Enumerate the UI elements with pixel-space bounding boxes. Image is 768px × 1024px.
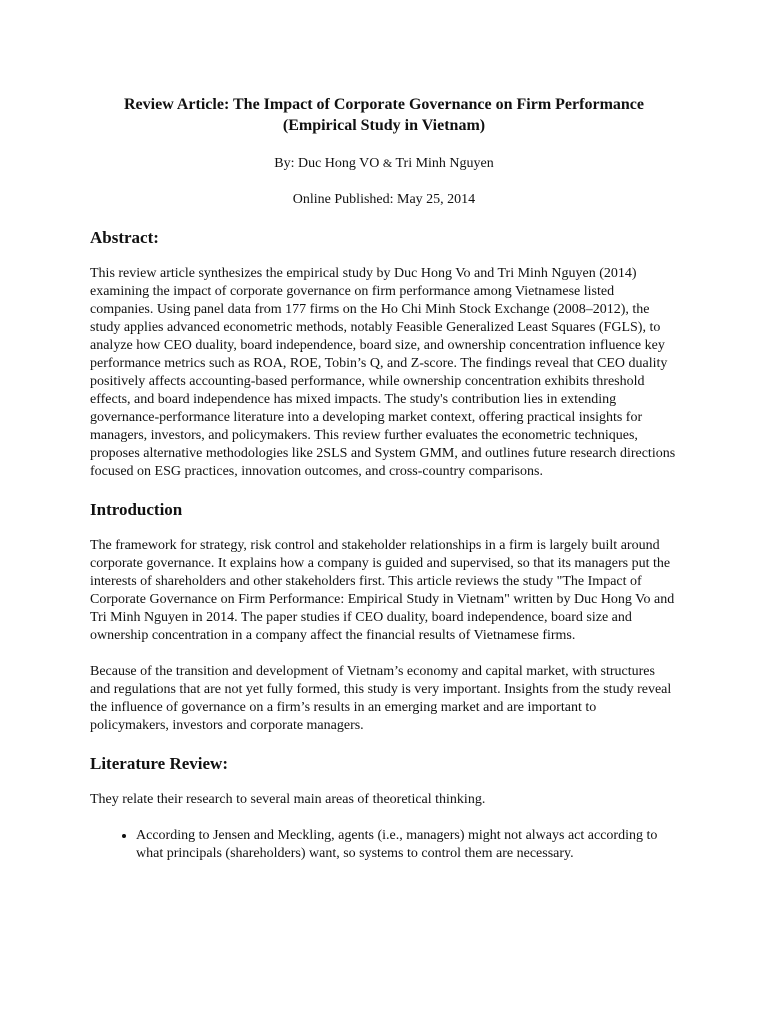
document-title	[90, 94, 678, 136]
publication-date: Online Published: May 25, 2014	[292, 192, 476, 207]
abstract-heading: Abstract:	[90, 228, 159, 247]
literature-review-paragraph-1: They relate their research to several main areas of theoretical thinking.	[90, 792, 486, 807]
title-line-2: (Empirical Study in Vietnam)	[282, 117, 486, 134]
introduction-heading: Introduction	[90, 500, 183, 519]
list-item: • According to Jensen and Meckling, agents (i.e., managers) might not always act according to what principals (shareholders) want, so systems to control them are necessary.	[136, 827, 678, 863]
document-page	[90, 94, 678, 863]
introduction-paragraph-1: The framework for strategy, risk control and stakeholder relationships in a firm is largely built around corporate governance. It explains how a company is guided and supervised, so that its managers put the interests of shareholders and other stakeholders first. This article reviews the study "The Impact of Corporate Governance on Firm Performance: Empirical Study in Vietnam" written by Duc Hong Vo and Tri Minh Nguyen in 2014. The paper studies if CEO duality, board independence, board size and ownership concentration in a company affect the financial results of Vietnamese firms.	[90, 538, 675, 643]
literature-review-list	[90, 827, 678, 863]
byline-suffix: Tri Minh Nguyen	[395, 156, 494, 171]
byline	[90, 154, 678, 173]
byline-ampersand: &	[382, 156, 393, 170]
abstract-text: This review article synthesizes the empirical study by Duc Hong Vo and Tri Minh Nguyen (2014) examining the impact of corporate governance on firm performance among Vietnamese listed companies. Using panel data from 177 firms on the Ho Chi Minh Stock Exchange (2008–2012), the study applies advanced econometric methods, notably Feasible Generalized Least Squares (FGLS), to analyze how CEO duality, board independence, board size, and ownership concentration influence key performance metrics such as ROA, ROE, Tobin’s Q, and Z-score. The findings reveal that CEO duality positively affects accounting-based performance, while ownership concentration exhibits threshold effects, and board independence has mixed impacts. The study's contribution lies in extending governance-performance literature into a developing market context, offering practical insights for managers, investors, and policymakers. This review further evaluates the econometric techniques, proposes alternative methodologies like 2SLS and System GMM, and outlines future research directions focused on ESG practices, innovation outcomes, and cross-country comparisons.	[90, 266, 676, 479]
literature-review-heading: Literature Review:	[90, 754, 228, 773]
introduction-paragraph-2: Because of the transition and development of Vietnam’s economy and capital market, with structures and regulations that are not yet fully formed, this study is very important. Insights from the study reveal the influence of governance on a firm’s results in an emerging market and are important to policymakers, investors and corporate managers.	[90, 664, 672, 733]
byline-prefix: By: Duc Hong VO	[274, 156, 380, 171]
title-line-1: Review Article: The Impact of Corporate Governance on Firm Performance	[124, 96, 644, 113]
